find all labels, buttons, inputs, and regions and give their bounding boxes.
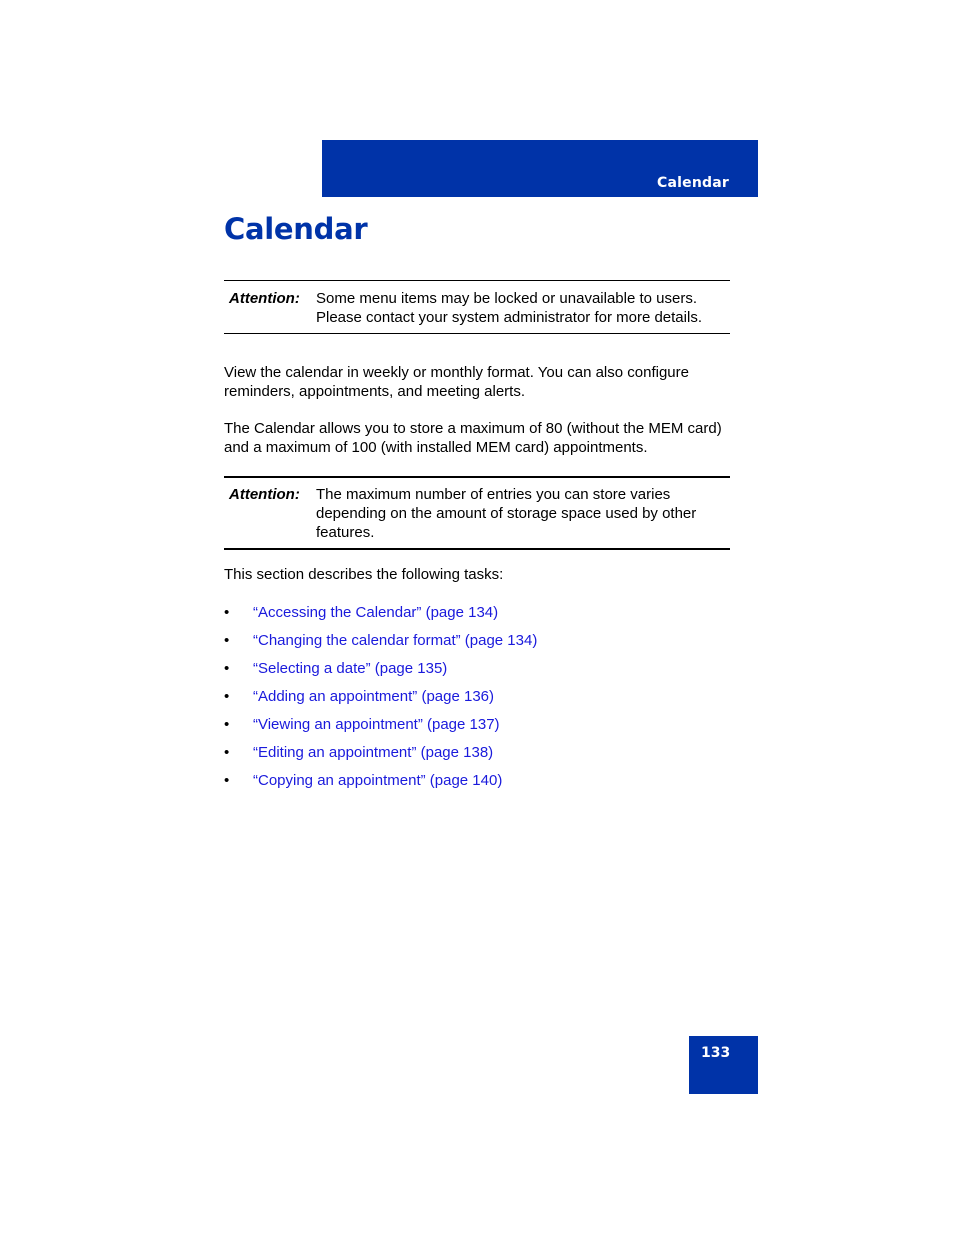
task-link-viewing-appointment[interactable]: “Viewing an appointment” (page 137) (253, 716, 500, 733)
attention-text: Some menu items may be locked or unavailable to users. Please contact your system administrator for more details. (316, 290, 702, 326)
tasks-intro: This section describes the following tasks: (224, 566, 504, 583)
list-item (224, 631, 537, 659)
section-label: Calendar (657, 175, 729, 191)
bullet: • (224, 660, 230, 677)
task-link-changing-format[interactable]: “Changing the calendar format” (page 134) (253, 632, 538, 649)
list-item (224, 715, 537, 743)
attention-text: The maximum number of entries you can store varies depending on the amount of storage space used by other features. (316, 486, 697, 541)
bullet: • (224, 688, 230, 705)
task-link-accessing-calendar[interactable]: “Accessing the Calendar” (page 134) (253, 604, 499, 621)
bullet: • (224, 632, 230, 649)
list-item (224, 771, 537, 799)
bullet: • (224, 716, 230, 733)
task-link-editing-appointment[interactable]: “Editing an appointment” (page 138) (253, 744, 494, 761)
intro-paragraph: View the calendar in weekly or monthly format. You can also configure reminders, appointments, and meeting alerts. (224, 364, 689, 400)
task-link-selecting-date[interactable]: “Selecting a date” (page 135) (253, 660, 448, 677)
attention-note (224, 280, 730, 334)
bullet: • (224, 604, 230, 621)
attention-note (224, 476, 730, 550)
list-item (224, 687, 537, 715)
page-number: 133 (701, 1045, 731, 1061)
page-number-box (689, 1036, 758, 1094)
list-item (224, 743, 537, 771)
capacity-paragraph: The Calendar allows you to store a maximum of 80 (without the MEM card) and a maximum of 100 (with installed MEM card) appointments. (224, 420, 722, 456)
bullet: • (224, 772, 230, 789)
task-link-copying-appointment[interactable]: “Copying an appointment” (page 140) (253, 772, 503, 789)
attention-label: Attention: (229, 486, 300, 503)
task-link-adding-appointment[interactable]: “Adding an appointment” (page 136) (253, 688, 494, 705)
task-list (224, 603, 537, 799)
list-item (224, 659, 537, 687)
bullet: • (224, 744, 230, 761)
attention-label: Attention: (229, 290, 300, 307)
list-item (224, 603, 537, 631)
header-band (322, 140, 758, 197)
page-title: Calendar (224, 212, 368, 246)
